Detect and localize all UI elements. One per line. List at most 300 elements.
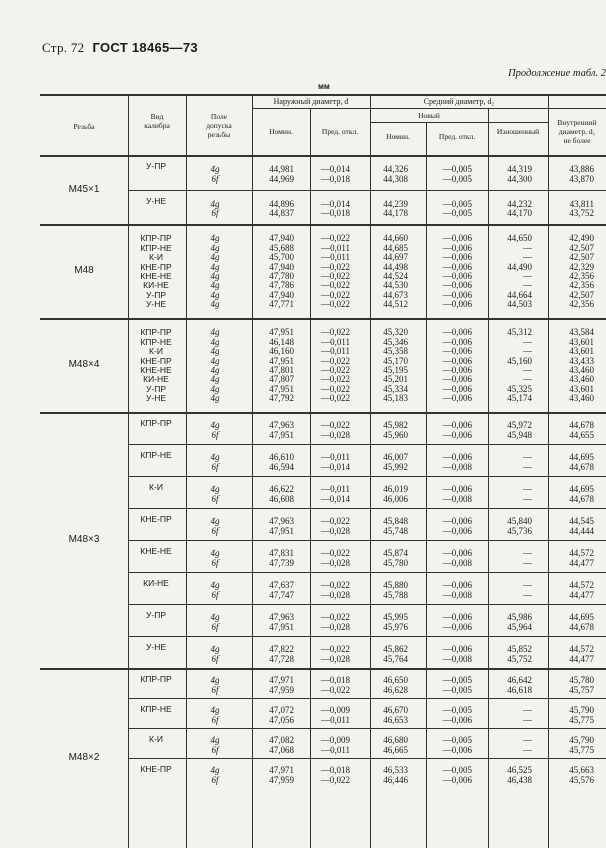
worn-cell: — bbox=[523, 452, 532, 462]
inner-diameter-cell: 45,790 bbox=[569, 705, 594, 715]
worn-cell: 45,174 bbox=[507, 393, 532, 404]
row-rule bbox=[128, 508, 606, 509]
tolerance-cell: 6f bbox=[211, 461, 219, 472]
worn-cell: — bbox=[523, 493, 532, 504]
tolerance-cell: 6f bbox=[211, 173, 219, 184]
table-row bbox=[0, 735, 606, 745]
gauge-type: КНЕ-НЕ bbox=[140, 365, 172, 375]
inner-diameter-cell: 44,572 bbox=[569, 644, 594, 654]
outer-deviation-cell: —0,011 bbox=[321, 744, 350, 755]
row-rule bbox=[128, 758, 606, 759]
outer-nominal-cell: 46,622 bbox=[269, 484, 294, 494]
middle-deviation-cell: —0,006 bbox=[442, 261, 472, 272]
table-row bbox=[0, 299, 606, 309]
middle-nominal-cell: 46,446 bbox=[383, 774, 408, 785]
tolerance-cell: 4g bbox=[210, 365, 220, 375]
header-inner-line: диаметр, d₁ bbox=[558, 127, 596, 136]
middle-deviation-cell: —0,006 bbox=[442, 774, 472, 785]
inner-diameter-cell: 44,655 bbox=[569, 429, 594, 440]
middle-nominal-cell: 46,533 bbox=[383, 765, 408, 775]
outer-deviation-cell: —0,011 bbox=[321, 346, 350, 357]
row-rule bbox=[128, 698, 606, 699]
inner-diameter-cell: 42,356 bbox=[569, 280, 594, 291]
outer-nominal-cell: 47,056 bbox=[269, 714, 294, 725]
outer-deviation-cell: —0,011 bbox=[321, 336, 350, 347]
middle-nominal-cell: 44,530 bbox=[383, 280, 408, 291]
gauge-type: К-И bbox=[149, 346, 163, 357]
gauge-type: КПР-ПР bbox=[140, 674, 172, 684]
middle-deviation-cell: —0,006 bbox=[442, 452, 472, 462]
row-rule bbox=[128, 636, 606, 637]
middle-nominal-cell: 45,183 bbox=[383, 393, 408, 404]
tolerance-cell: 6f bbox=[211, 774, 219, 785]
tolerance-cell: 6f bbox=[211, 208, 219, 219]
outer-nominal-cell: 47,792 bbox=[269, 393, 294, 404]
middle-nominal-cell: 45,976 bbox=[383, 621, 408, 632]
outer-nominal-cell: 46,610 bbox=[269, 452, 294, 462]
outer-deviation-cell: —0,011 bbox=[321, 252, 350, 263]
middle-nominal-cell: 45,982 bbox=[383, 420, 408, 430]
table-row bbox=[0, 164, 606, 174]
middle-nominal-cell: 46,680 bbox=[383, 735, 408, 745]
table-row bbox=[0, 494, 606, 504]
worn-cell: 44,650 bbox=[507, 233, 532, 244]
middle-nominal-cell: 44,685 bbox=[383, 242, 408, 253]
middle-nominal-cell: 45,748 bbox=[383, 525, 408, 536]
outer-deviation-cell: —0,022 bbox=[320, 271, 350, 281]
row-rule bbox=[128, 476, 606, 477]
header-inner-line: Внутренний bbox=[557, 118, 597, 127]
header-middle-dev: Пред. откл. bbox=[438, 132, 476, 141]
worn-cell: 44,232 bbox=[507, 198, 532, 209]
inner-diameter-cell: 43,433 bbox=[569, 355, 594, 366]
middle-nominal-cell: 46,650 bbox=[383, 675, 408, 685]
worn-cell: — bbox=[523, 252, 532, 263]
middle-deviation-cell: —0,006 bbox=[442, 383, 472, 394]
outer-deviation-cell: —0,011 bbox=[321, 242, 350, 253]
header-gauge bbox=[128, 112, 186, 130]
gauge-type: КНЕ-НЕ bbox=[140, 546, 172, 556]
outer-deviation-cell: —0,022 bbox=[320, 327, 350, 338]
tolerance-cell: 4g bbox=[210, 675, 220, 685]
thread-designation: M48 bbox=[74, 265, 94, 276]
outer-nominal-cell: 47,940 bbox=[269, 289, 294, 300]
worn-cell: 45,986 bbox=[507, 612, 532, 622]
worn-cell: 44,170 bbox=[507, 208, 532, 219]
table-row bbox=[0, 580, 606, 590]
header-inner-diameter bbox=[548, 118, 606, 145]
worn-cell: — bbox=[523, 242, 532, 253]
outer-deviation-cell: —0,028 bbox=[320, 557, 350, 568]
header-thread: Резьба bbox=[73, 122, 95, 131]
inner-diameter-cell: 43,811 bbox=[569, 198, 594, 209]
inner-diameter-cell: 45,775 bbox=[569, 744, 594, 755]
gauge-type: У-НЕ bbox=[145, 393, 167, 404]
outer-nominal-cell: 47,959 bbox=[269, 684, 294, 695]
middle-deviation-cell: —0,006 bbox=[442, 327, 472, 338]
outer-deviation-cell: —0,028 bbox=[320, 653, 350, 664]
worn-cell: — bbox=[523, 461, 532, 472]
outer-deviation-cell: —0,022 bbox=[320, 280, 350, 291]
gauge-type: КПР-ПР bbox=[140, 418, 172, 428]
outer-deviation-cell: —0,009 bbox=[320, 705, 350, 715]
header-tolerance-line: допуска bbox=[206, 121, 232, 130]
worn-cell: — bbox=[523, 484, 532, 494]
middle-deviation-cell: —0,006 bbox=[442, 289, 472, 300]
header-rule bbox=[252, 108, 606, 109]
outer-deviation-cell: —0,022 bbox=[320, 289, 350, 300]
table-row bbox=[0, 452, 606, 462]
tolerance-cell: 6f bbox=[211, 653, 219, 664]
inner-diameter-cell: 45,790 bbox=[569, 735, 594, 745]
table-row bbox=[0, 715, 606, 725]
worn-cell: — bbox=[523, 557, 532, 568]
gauge-type: КПР-ПР bbox=[140, 233, 172, 244]
outer-deviation-cell: —0,022 bbox=[320, 261, 350, 272]
middle-deviation-cell: —0,006 bbox=[442, 393, 472, 404]
table-row bbox=[0, 430, 606, 440]
worn-cell: 46,642 bbox=[507, 675, 532, 685]
table-row bbox=[0, 644, 606, 654]
worn-cell: 45,948 bbox=[507, 429, 532, 440]
outer-deviation-cell: —0,022 bbox=[320, 548, 350, 558]
inner-diameter-cell: 44,477 bbox=[569, 557, 594, 568]
outer-nominal-cell: 46,160 bbox=[269, 346, 294, 357]
middle-nominal-cell: 45,358 bbox=[383, 346, 408, 357]
outer-deviation-cell: —0,022 bbox=[320, 644, 350, 654]
outer-deviation-cell: —0,022 bbox=[320, 684, 350, 695]
worn-cell: 46,438 bbox=[507, 774, 532, 785]
gauge-type: У-ПР bbox=[145, 383, 166, 394]
table-row bbox=[0, 685, 606, 695]
tolerance-cell: 6f bbox=[211, 714, 219, 725]
header-inner-line: не более bbox=[563, 136, 591, 145]
tolerance-cell: 4g bbox=[210, 644, 220, 654]
middle-deviation-cell: —0,006 bbox=[442, 429, 472, 440]
inner-diameter-cell: 44,695 bbox=[569, 612, 594, 622]
worn-cell: 45,840 bbox=[507, 516, 532, 526]
middle-nominal-cell: 45,764 bbox=[383, 653, 408, 664]
middle-deviation-cell: —0,006 bbox=[442, 621, 472, 632]
middle-deviation-cell: —0,005 bbox=[442, 705, 472, 715]
outer-nominal-cell: 47,963 bbox=[269, 612, 294, 622]
outer-deviation-cell: —0,022 bbox=[320, 393, 350, 404]
gauge-type: К-И bbox=[149, 734, 163, 744]
tolerance-cell: 4g bbox=[210, 612, 220, 622]
middle-nominal-cell: 46,665 bbox=[383, 744, 408, 755]
inner-diameter-cell: 43,460 bbox=[569, 365, 594, 375]
gauge-type: КНЕ-ПР bbox=[140, 261, 172, 272]
tolerance-cell: 4g bbox=[210, 261, 220, 272]
outer-nominal-cell: 47,747 bbox=[269, 589, 294, 600]
units-label: мм bbox=[318, 82, 330, 91]
worn-cell: — bbox=[523, 336, 532, 347]
outer-nominal-cell: 47,963 bbox=[269, 420, 294, 430]
worn-cell: 44,300 bbox=[507, 173, 532, 184]
table-row bbox=[0, 765, 606, 775]
inner-diameter-cell: 43,601 bbox=[569, 336, 594, 347]
tolerance-cell: 4g bbox=[210, 252, 220, 263]
inner-diameter-cell: 45,775 bbox=[569, 714, 594, 725]
outer-nominal-cell: 45,700 bbox=[269, 252, 294, 263]
outer-nominal-cell: 47,971 bbox=[269, 675, 294, 685]
gauge-type: У-ПР bbox=[145, 161, 166, 171]
row-rule bbox=[128, 190, 606, 191]
outer-deviation-cell: —0,028 bbox=[320, 621, 350, 632]
middle-deviation-cell: —0,006 bbox=[442, 346, 472, 357]
middle-deviation-cell: —0,005 bbox=[442, 765, 472, 775]
worn-cell: — bbox=[523, 365, 532, 375]
middle-deviation-cell: —0,006 bbox=[442, 525, 472, 536]
row-rule bbox=[40, 224, 606, 226]
gauge-type: У-НЕ bbox=[145, 195, 167, 206]
worn-cell: 45,736 bbox=[507, 525, 532, 536]
middle-nominal-cell: 45,195 bbox=[383, 365, 408, 375]
inner-diameter-cell: 43,601 bbox=[569, 383, 594, 394]
inner-diameter-cell: 43,601 bbox=[569, 346, 594, 357]
outer-nominal-cell: 47,951 bbox=[269, 621, 294, 632]
header-tolerance bbox=[186, 112, 252, 139]
outer-nominal-cell: 47,951 bbox=[269, 355, 294, 366]
inner-diameter-cell: 42,490 bbox=[569, 233, 594, 244]
gauge-type: КНЕ-ПР bbox=[140, 514, 172, 524]
tolerance-cell: 4g bbox=[210, 484, 220, 494]
tolerance-cell: 4g bbox=[210, 705, 220, 715]
row-rule bbox=[40, 668, 606, 670]
middle-deviation-cell: —0,006 bbox=[442, 299, 472, 310]
worn-cell: 46,525 bbox=[507, 765, 532, 775]
outer-deviation-cell: —0,022 bbox=[320, 355, 350, 366]
middle-nominal-cell: 45,960 bbox=[383, 429, 408, 440]
worn-cell: 46,618 bbox=[507, 684, 532, 695]
inner-diameter-cell: 44,678 bbox=[569, 621, 594, 632]
middle-deviation-cell: —0,006 bbox=[442, 365, 472, 375]
inner-diameter-cell: 44,572 bbox=[569, 580, 594, 590]
outer-deviation-cell: —0,011 bbox=[321, 714, 350, 725]
table-row bbox=[0, 745, 606, 755]
worn-cell: 44,664 bbox=[507, 289, 532, 300]
outer-nominal-cell: 47,951 bbox=[269, 429, 294, 440]
tolerance-cell: 4g bbox=[210, 346, 220, 357]
header-tolerance-line: резьбы bbox=[207, 130, 231, 139]
tolerance-cell: 6f bbox=[211, 557, 219, 568]
outer-nominal-cell: 47,072 bbox=[269, 705, 294, 715]
middle-nominal-cell: 44,178 bbox=[383, 208, 408, 219]
inner-diameter-cell: 43,886 bbox=[569, 164, 594, 175]
tolerance-cell: 6f bbox=[211, 684, 219, 695]
page-header bbox=[42, 40, 198, 56]
outer-deviation-cell: —0,022 bbox=[320, 580, 350, 590]
worn-cell: — bbox=[523, 280, 532, 291]
outer-nominal-cell: 44,896 bbox=[269, 198, 294, 209]
tolerance-cell: 4g bbox=[210, 299, 220, 310]
middle-deviation-cell: —0,006 bbox=[442, 374, 472, 385]
outer-nominal-cell: 47,971 bbox=[269, 765, 294, 775]
gauge-type: КПР-НЕ bbox=[140, 450, 172, 460]
outer-deviation-cell: —0,014 bbox=[320, 461, 350, 472]
middle-deviation-cell: —0,005 bbox=[442, 173, 472, 184]
gauge-type: К-И bbox=[149, 252, 163, 263]
header-middle-nom: Номин. bbox=[386, 132, 410, 141]
inner-diameter-cell: 44,572 bbox=[569, 548, 594, 558]
middle-nominal-cell: 45,848 bbox=[383, 516, 408, 526]
table-row bbox=[0, 675, 606, 685]
table-row bbox=[0, 420, 606, 430]
tolerance-cell: 6f bbox=[211, 525, 219, 536]
table-top-rule bbox=[40, 94, 606, 96]
middle-deviation-cell: —0,006 bbox=[442, 242, 472, 253]
gauge-type: У-ПР bbox=[145, 289, 166, 300]
middle-nominal-cell: 45,874 bbox=[383, 548, 408, 558]
outer-nominal-cell: 47,822 bbox=[269, 644, 294, 654]
table-row bbox=[0, 526, 606, 536]
inner-diameter-cell: 43,870 bbox=[569, 173, 594, 184]
inner-diameter-cell: 42,507 bbox=[569, 252, 594, 263]
outer-nominal-cell: 47,082 bbox=[269, 735, 294, 745]
tolerance-cell: 4g bbox=[210, 735, 220, 745]
middle-deviation-cell: —0,006 bbox=[442, 420, 472, 430]
middle-deviation-cell: —0,005 bbox=[442, 208, 472, 219]
header-worn: Изношенный bbox=[496, 127, 540, 136]
table-row bbox=[0, 208, 606, 218]
inner-diameter-cell: 43,584 bbox=[569, 327, 594, 338]
middle-nominal-cell: 44,673 bbox=[383, 289, 408, 300]
table-row bbox=[0, 558, 606, 568]
header-gauge-line: Вид bbox=[150, 112, 164, 121]
worn-cell: 45,752 bbox=[507, 653, 532, 664]
outer-nominal-cell: 47,637 bbox=[269, 580, 294, 590]
row-rule bbox=[128, 728, 606, 729]
inner-diameter-cell: 43,460 bbox=[569, 393, 594, 404]
inner-diameter-cell: 42,356 bbox=[569, 299, 594, 310]
table-row bbox=[0, 654, 606, 664]
middle-nominal-cell: 45,170 bbox=[383, 355, 408, 366]
table-row bbox=[0, 199, 606, 209]
table-row bbox=[0, 705, 606, 715]
gauge-type: КНЕ-НЕ bbox=[140, 271, 172, 281]
table-row bbox=[0, 612, 606, 622]
inner-diameter-cell: 44,545 bbox=[569, 516, 594, 526]
outer-deviation-cell: —0,018 bbox=[320, 208, 350, 219]
tolerance-cell: 4g bbox=[210, 327, 220, 338]
middle-nominal-cell: 46,628 bbox=[383, 684, 408, 695]
worn-cell: 45,852 bbox=[507, 644, 532, 654]
outer-nominal-cell: 47,728 bbox=[269, 653, 294, 664]
tolerance-cell: 4g bbox=[210, 271, 220, 281]
tolerance-cell: 6f bbox=[211, 589, 219, 600]
outer-deviation-cell: —0,022 bbox=[320, 383, 350, 394]
table-row bbox=[0, 622, 606, 632]
header-tolerance-line: Поле bbox=[210, 112, 228, 121]
middle-nominal-cell: 44,660 bbox=[383, 233, 408, 244]
tolerance-cell: 4g bbox=[210, 233, 220, 244]
thread-designation: M48×4 bbox=[68, 359, 100, 370]
outer-nominal-cell: 47,771 bbox=[269, 299, 294, 310]
outer-nominal-cell: 47,963 bbox=[269, 516, 294, 526]
outer-nominal-cell: 46,148 bbox=[269, 336, 294, 347]
worn-cell: — bbox=[523, 548, 532, 558]
outer-nominal-cell: 47,780 bbox=[269, 271, 294, 281]
table-row bbox=[0, 590, 606, 600]
outer-deviation-cell: —0,014 bbox=[320, 493, 350, 504]
outer-deviation-cell: —0,028 bbox=[320, 525, 350, 536]
header-outer-dev: Пред. откл. bbox=[321, 127, 359, 136]
outer-deviation-cell: —0,022 bbox=[320, 365, 350, 375]
standard-code: ГОСТ 18465—73 bbox=[92, 40, 198, 55]
middle-nominal-cell: 46,006 bbox=[383, 493, 408, 504]
middle-nominal-cell: 44,524 bbox=[383, 271, 408, 281]
tolerance-cell: 6f bbox=[211, 429, 219, 440]
outer-nominal-cell: 45,688 bbox=[269, 242, 294, 253]
worn-cell: 44,503 bbox=[507, 299, 532, 310]
worn-cell: — bbox=[523, 714, 532, 725]
tolerance-cell: 4g bbox=[210, 393, 220, 404]
table-row bbox=[0, 462, 606, 472]
middle-nominal-cell: 44,308 bbox=[383, 173, 408, 184]
middle-deviation-cell: —0,006 bbox=[442, 252, 472, 263]
table-row bbox=[0, 775, 606, 785]
row-rule bbox=[40, 412, 606, 414]
tolerance-cell: 4g bbox=[210, 289, 220, 300]
outer-deviation-cell: —0,022 bbox=[320, 374, 350, 385]
middle-deviation-cell: —0,006 bbox=[442, 644, 472, 654]
outer-deviation-cell: —0,022 bbox=[320, 233, 350, 244]
outer-nominal-cell: 47,951 bbox=[269, 327, 294, 338]
middle-nominal-cell: 45,862 bbox=[383, 644, 408, 654]
middle-deviation-cell: —0,006 bbox=[442, 233, 472, 244]
gauge-type: КПР-НЕ bbox=[140, 704, 172, 714]
outer-deviation-cell: —0,022 bbox=[320, 612, 350, 622]
inner-diameter-cell: 42,329 bbox=[569, 261, 594, 272]
header-rule bbox=[370, 122, 548, 123]
middle-deviation-cell: —0,005 bbox=[442, 675, 472, 685]
worn-cell: — bbox=[523, 589, 532, 600]
inner-diameter-cell: 44,444 bbox=[569, 525, 594, 536]
worn-cell: 45,160 bbox=[507, 355, 532, 366]
middle-deviation-cell: —0,005 bbox=[442, 684, 472, 695]
tolerance-cell: 4g bbox=[210, 383, 220, 394]
inner-diameter-cell: 45,576 bbox=[569, 774, 594, 785]
middle-deviation-cell: —0,006 bbox=[442, 548, 472, 558]
outer-nominal-cell: 47,801 bbox=[269, 365, 294, 375]
outer-deviation-cell: —0,011 bbox=[321, 452, 350, 462]
outer-nominal-cell: 47,951 bbox=[269, 525, 294, 536]
outer-nominal-cell: 47,786 bbox=[269, 280, 294, 291]
middle-nominal-cell: 44,326 bbox=[383, 164, 408, 175]
tolerance-cell: 4g bbox=[210, 580, 220, 590]
outer-deviation-cell: —0,014 bbox=[320, 198, 350, 209]
tolerance-cell: 4g bbox=[210, 242, 220, 253]
outer-nominal-cell: 44,981 bbox=[269, 164, 294, 175]
middle-deviation-cell: —0,005 bbox=[442, 198, 472, 209]
inner-diameter-cell: 44,678 bbox=[569, 493, 594, 504]
worn-cell: — bbox=[523, 271, 532, 281]
outer-nominal-cell: 44,837 bbox=[269, 208, 294, 219]
tolerance-cell: 4g bbox=[210, 516, 220, 526]
table-row bbox=[0, 393, 606, 403]
header-bottom-rule bbox=[40, 155, 606, 157]
middle-deviation-cell: —0,006 bbox=[442, 336, 472, 347]
header-new: Новый bbox=[418, 111, 440, 120]
middle-deviation-cell: —0,008 bbox=[442, 493, 472, 504]
outer-deviation-cell: —0,022 bbox=[320, 420, 350, 430]
worn-cell: — bbox=[523, 580, 532, 590]
middle-nominal-cell: 45,346 bbox=[383, 336, 408, 347]
outer-deviation-cell: —0,018 bbox=[320, 173, 350, 184]
thread-designation: M45×1 bbox=[68, 183, 100, 195]
outer-nominal-cell: 47,739 bbox=[269, 557, 294, 568]
header-gauge-line: калибра bbox=[144, 121, 170, 130]
